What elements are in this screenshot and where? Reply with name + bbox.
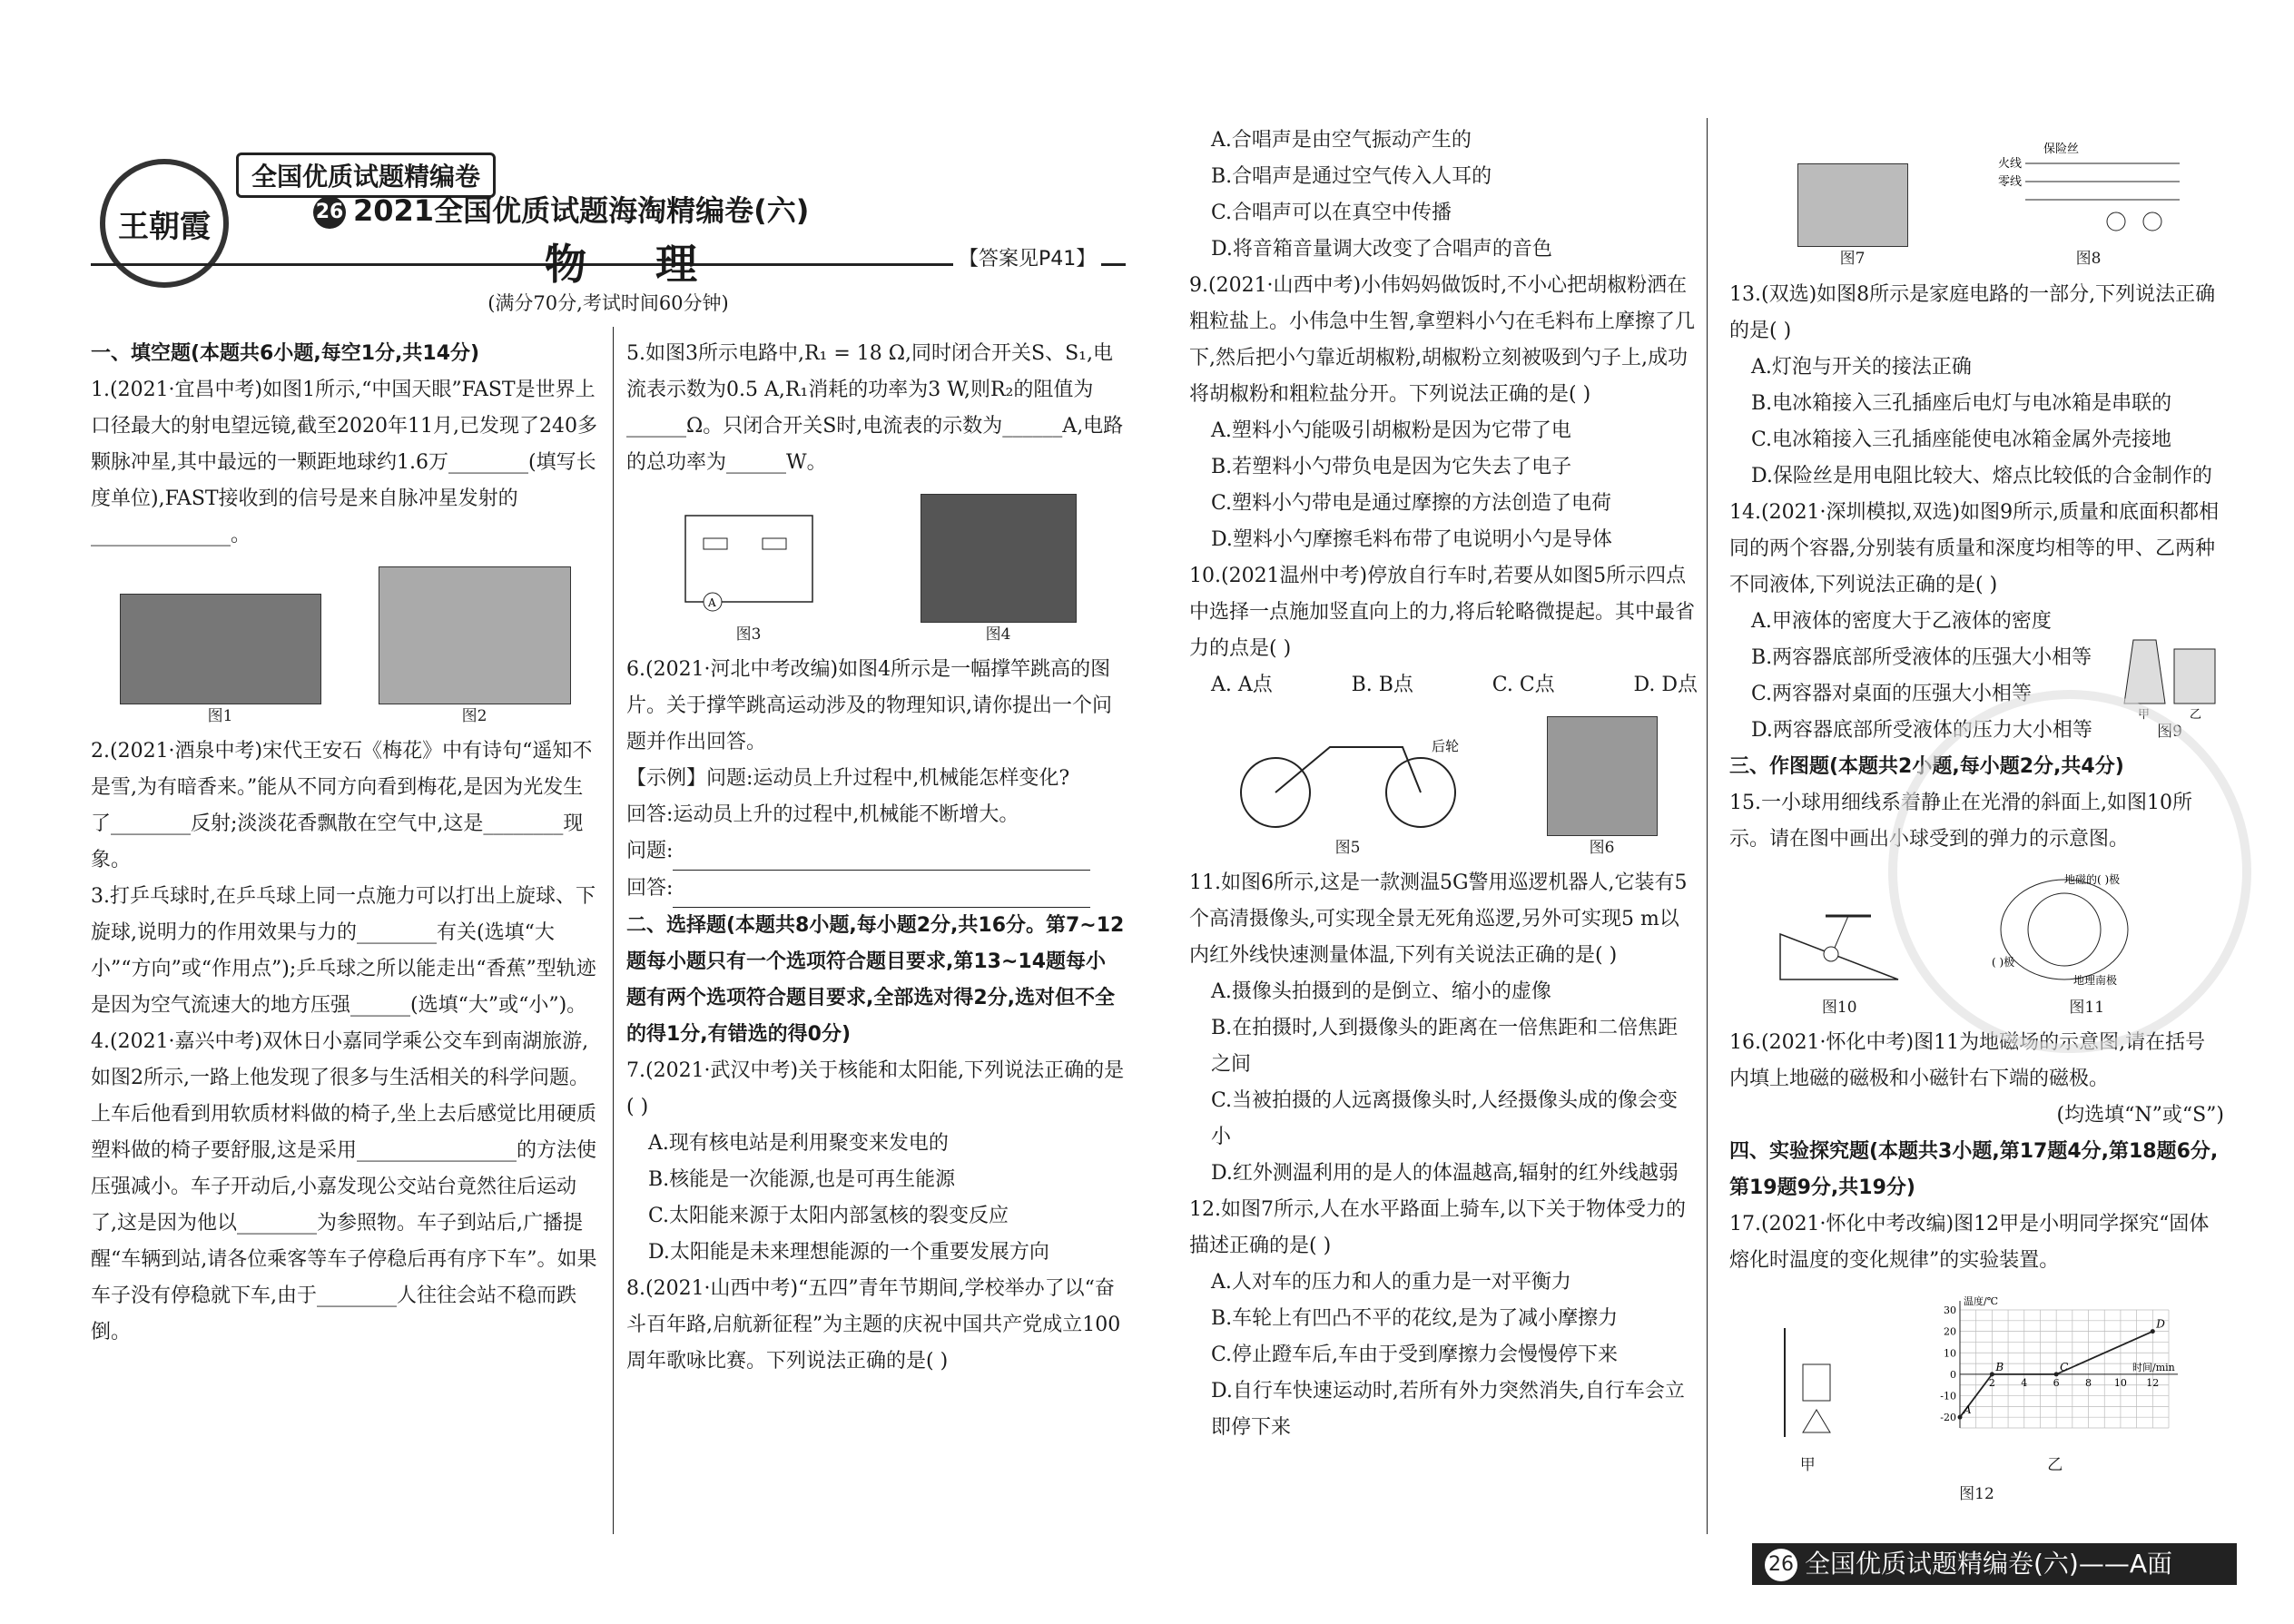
option: C.当被拍摄的人远离摄像头时,人经摄像头成的像会变小 — [1211, 1089, 1679, 1148]
figure-2 — [379, 566, 571, 728]
page-footer — [1752, 1543, 2237, 1585]
figure-12 — [1729, 1292, 2224, 1477]
figure-6 — [1547, 716, 1658, 860]
x-tick-label: 12 — [2146, 1376, 2160, 1389]
option: A.现有核电站是利用聚变来发电的 — [648, 1132, 949, 1155]
option: A.人对车的压力和人的重力是一对平衡力 — [1211, 1271, 1571, 1294]
figure-12-apparatus — [1767, 1319, 1848, 1477]
question-4: 4.(2021·嘉兴中考)双休日小嘉同学乘公交车到南湖旅游,如图2所示,一路上他发现了很多与生活相关的科学问题。上车后他看到用软质材料做的椅子,坐上去后感觉比用硬质塑料做的椅子要舒服,这是采用________________的方法使压强减小。车子开动后,小嘉发现公交站台竟然往后运动了,这是因为他以________为参照物。车子到站后,广播提醒“车辆到站,请各位乘客等车子停稳后再有序下车”。如果车子没有停稳就下车,由于________人往往会站不稳而跌倒。 — [91, 1030, 597, 1343]
column-1 — [91, 336, 599, 1351]
figure-4-caption: 图4 — [985, 625, 1011, 644]
x-tick-label: 8 — [2084, 1376, 2092, 1389]
x-tick-label: 10 — [2113, 1376, 2127, 1389]
rear-wheel-label: 后轮 — [1431, 738, 1459, 754]
series-ribbon: 全国优质试题精编卷 — [236, 153, 496, 198]
question-6-blank-a — [626, 871, 1126, 908]
logo-text: 王朝霞 — [118, 208, 211, 245]
option: D.红外测温利用的是人的体温越高,辐射的红外线越弱 — [1211, 1162, 1679, 1185]
question-16-note: (均选填“N”或“S”) — [2056, 1104, 2224, 1127]
question-6-blank-q — [626, 833, 1126, 871]
figure-10-caption: 图10 — [1821, 999, 1857, 1017]
option: D.塑料小勺摩擦毛料布带了电说明小勺是导体 — [1211, 528, 1612, 551]
fuse-label: 保险丝 — [2043, 143, 2079, 156]
option: B.核能是一次能源,也是可再生能源 — [648, 1168, 956, 1191]
container-label-b: 乙 — [2190, 708, 2202, 722]
paper-title-text: 2021全国优质试题海淘精编卷(六) — [353, 193, 810, 228]
answer-ref: 【答案见P41】 — [953, 243, 1101, 271]
geomagnetic-pole-label: 地磁的( )极 — [2063, 873, 2120, 886]
figure-row-3-4 — [626, 494, 1126, 646]
point-label: A — [1963, 1403, 1972, 1417]
question-9: 9.(2021·山西中考)小伟妈妈做饭时,不小心把胡椒粉洒在粗粒盐上。小伟急中生智,拿塑料小勺在毛料布上摩擦了几下,然后把小勺靠近胡椒粉,胡椒粉立刻被吸到勺子上,成功将胡椒粉和粗粒盐分开。下列说法正确的是( ) — [1189, 274, 1695, 406]
option: D.两容器底部所受液体的压力大小相等 — [1751, 719, 2092, 742]
question-8: 8.(2021·山西中考)“五四”青年节期间,学校举办了以“奋斗百年路,启航新征程”为主题的庆祝中国共产党成立100周年歌咏比赛。下列说法正确的是( ) — [626, 1277, 1121, 1373]
column-3 — [1189, 123, 1698, 1446]
section-2-heading: 二、选择题(本题共8小题,每小题2分,共16分。第7~12题每小题只有一个选项符合题目要求,第13~14题每小题有两个选项符合题目要求,全部选对得2分,选对但不全的得1分,有错选的得0分) — [626, 914, 1125, 1046]
figure-11-caption: 图11 — [2069, 999, 2105, 1017]
question-6-example-answer: 回答:运动员上升的过程中,机械能不断增大。 — [626, 803, 1019, 826]
question-16: 16.(2021·怀化中考)图11为地磁场的示意图,请在括号内填上地磁的磁极和小磁针右下端的磁极。 — [1729, 1031, 2206, 1090]
option: B.电冰箱接入三孔插座后电灯与电冰箱是串联的 — [1751, 392, 2172, 415]
apparatus-label: 甲 — [1799, 1456, 1816, 1474]
pole-vault-photo — [921, 494, 1077, 623]
section-4-heading: 四、实验探究题(本题共3小题,第17题4分,第18题6分,第19题9分,共19分) — [1729, 1140, 2219, 1199]
option: A.摄像头拍摄到的是倒立、缩小的虚像 — [1211, 980, 1551, 1003]
option: C.太阳能来源于太阳内部氢核的裂变反应 — [648, 1205, 1009, 1227]
brand-logo — [100, 159, 229, 288]
blank-label: 问题: — [626, 840, 674, 862]
household-circuit-diagram — [1998, 140, 2180, 240]
chart-label: 乙 — [2047, 1456, 2063, 1474]
question-13: 13.(双选)如图8所示是家庭电路的一部分,下列说法正确的是( ) — [1729, 283, 2216, 342]
figure-12-chart — [1924, 1292, 2187, 1477]
question-2: 2.(2021·酒泉中考)宋代王安石《梅花》中有诗句“遥知不是雪,为有暗香来。”能从不同方向看到梅花,是因为光发生了________反射;淡淡花香飘散在空气中,这是________现象。 — [91, 740, 593, 871]
option: D.自行车快速运动时,若所有外力突然消失,自行车会立即停下来 — [1211, 1380, 1685, 1439]
data-point — [1957, 1415, 1962, 1420]
option: C.塑料小勺带电是通过摩擦的方法创造了电荷 — [1211, 492, 1612, 515]
option: C.两容器对桌面的压强大小相等 — [1751, 683, 2033, 705]
question-5: 5.如图3所示电路中,R₁ = 18 Ω,同时闭合开关S、S₁,电流表示数为0.5 A,R₁消耗的功率为3 W,则R₂的阻值为______Ω。只闭合开关S时,电流表的示数为______A,电路的总功率为______W。 — [626, 342, 1124, 474]
x-tick-label: 6 — [2053, 1376, 2060, 1389]
section-1-heading: 一、填空题(本题共6小题,每空1分,共14分) — [91, 342, 480, 365]
answer-line[interactable] — [673, 833, 1090, 871]
figure-4 — [921, 494, 1077, 646]
patrol-robot-photo — [1547, 716, 1658, 836]
geographic-south-label: 地理南极 — [2072, 974, 2117, 987]
y-tick-label: 30 — [1943, 1304, 1956, 1316]
option: C.电冰箱接入三孔插座能使电冰箱金属外壳接地 — [1751, 428, 2172, 451]
data-point — [1990, 1372, 1994, 1376]
column-divider — [1707, 118, 1708, 1534]
y-tick-label: -20 — [1940, 1412, 1956, 1424]
point-label: C — [2059, 1360, 2069, 1373]
bicycle-diagram — [1230, 720, 1466, 829]
question-6: 6.(2021·河北中考改编)如图4所示是一幅撑竿跳高的图片。关于撑竿跳高运动涉及的物理知识,请你提出一个问题并作出回答。 — [626, 658, 1112, 753]
subject-title: 物 理 — [545, 240, 725, 289]
option: A.灯泡与开关的接法正确 — [1751, 356, 1972, 379]
option: D.将音箱音量调大改变了合唱声的音色 — [1211, 238, 1552, 261]
question-7: 7.(2021·武汉中考)关于核能和太阳能,下列说法正确的是( ) — [626, 1059, 1125, 1118]
x-axis-label: 时间/min — [2132, 1361, 2175, 1373]
option: A.甲液体的密度大于乙液体的密度 — [1751, 610, 2052, 633]
live-wire-label: 火线 — [1997, 157, 2022, 171]
question-14: 14.(2021·深圳模拟,双选)如图9所示,质量和底面积都相同的两个容器,分别装有质量和深度均相等的甲、乙两种不同液体,下列说法正确的是( ) — [1729, 501, 2220, 596]
question-12: 12.如图7所示,人在水平路面上骑车,以下关于物体受力的描述正确的是( ) — [1189, 1198, 1686, 1257]
option: D.太阳能是未来理想能源的一个重要发展方向 — [648, 1241, 1049, 1264]
y-tick-label: 10 — [1943, 1347, 1956, 1360]
fast-telescope-photo — [120, 594, 321, 704]
option: B. B点 — [1351, 674, 1413, 696]
figure-3 — [676, 497, 822, 646]
point-label: D — [2156, 1317, 2165, 1331]
section-3-heading: 三、作图题(本题共2小题,每小题2分,共4分) — [1729, 755, 2124, 778]
figure-7 — [1797, 163, 1908, 271]
question-6-example: 【示例】问题:运动员上升过程中,机械能怎样变化? — [626, 767, 1070, 790]
question-1: 1.(2021·宜昌中考)如图1所示,“中国天眼”FAST是世界上口径最大的射电望远镜,截至2020年11月,已发现了240多颗脉冲星,其中最远的一颗距地球约1.6万________(填写长度单位),FAST接收到的信号是来自脉冲星发射的______________。 — [91, 379, 597, 546]
neutral-wire-label: 零线 — [1997, 175, 2022, 189]
figure-6-caption: 图6 — [1589, 839, 1615, 857]
option: B.在拍摄时,人到摄像头的距离在一倍焦距和二倍焦距之间 — [1211, 1017, 1679, 1076]
option: B.两容器底部所受液体的压强大小相等 — [1751, 646, 2092, 669]
cyclist-illustration — [1797, 163, 1908, 247]
paper-title — [313, 188, 809, 230]
figure-row-7-8 — [1752, 140, 2224, 271]
option: A.塑料小勺能吸引胡椒粉是因为它带了电 — [1211, 419, 1571, 442]
figure-1-caption: 图1 — [207, 707, 233, 725]
x-tick-label: 4 — [2021, 1376, 2028, 1389]
y-axis-label: 温度/℃ — [1963, 1295, 1998, 1307]
question-11: 11.如图6所示,这是一款测温5G警用巡逻机器人,它装有5个高清摄像头,可实现全景无死角巡逻,另外可实现5 m以内红外线快速测量体温,下列有关说法正确的是( ) — [1189, 871, 1688, 967]
column-divider — [613, 327, 614, 1534]
y-tick-label: 0 — [1949, 1368, 1956, 1381]
container-label-a: 甲 — [2138, 708, 2151, 722]
option: C. C点 — [1492, 674, 1555, 696]
footer-badge: 26 — [1765, 1549, 1797, 1581]
option: B.车轮上有凹凸不平的花纹,是为了减小摩擦力 — [1211, 1307, 1619, 1330]
score-info: (满分70分,考试时间60分钟) — [487, 292, 729, 314]
option: B.合唱声是通过空气传入人耳的 — [1211, 165, 1492, 188]
incline-ball-diagram — [1771, 907, 1907, 989]
figure-1 — [120, 594, 321, 728]
option: C.停止蹬车后,车由于受到摩擦力会慢慢停下来 — [1211, 1343, 1619, 1366]
needle-pole-label: ( )极 — [1991, 956, 2014, 969]
question-15: 15.一小球用细线系着静止在光滑的斜面上,如图10所示。请在图中画出小球受到的弹力的示意图。 — [1729, 792, 2192, 851]
heating-apparatus-diagram — [1767, 1319, 1848, 1446]
figure-3-caption: 图3 — [735, 625, 762, 644]
question-3: 3.打乒乓球时,在乒乓球上同一点施力可以打出上旋球、下旋球,说明力的作用效果与力的________有关(选填“大小”“方向”或“作用点”);乒乓球之所以能走出“香蕉”型轨迹是因为空气流速大的地方压强______(选填“大”或“小”)。 — [91, 885, 596, 1017]
figure-9-caption: 图9 — [2157, 723, 2182, 741]
bus-seats-photo — [379, 566, 571, 704]
option: A. A点 — [1211, 674, 1273, 696]
option: B.若塑料小勺带负电是因为它失去了电子 — [1211, 456, 1572, 478]
figure-8-caption: 图8 — [2075, 250, 2102, 268]
option: C.合唱声可以在真空中传播 — [1211, 202, 1452, 224]
figure-5-caption: 图5 — [1334, 839, 1361, 857]
point-label: B — [1995, 1360, 2004, 1373]
figure-12-caption: 图12 — [1959, 1485, 1994, 1503]
figure-5 — [1230, 720, 1466, 860]
answer-line[interactable] — [673, 871, 1090, 908]
option: A.合唱声是由空气振动产生的 — [1211, 129, 1472, 152]
paper-number-badge: 26 — [313, 196, 346, 229]
figure-8 — [1998, 140, 2180, 271]
figure-row-5-6 — [1189, 716, 1698, 860]
y-tick-label: 20 — [1943, 1325, 1956, 1338]
footer-text: 全国优质试题精编卷(六)——A面 — [1805, 1549, 2173, 1579]
y-tick-label: -10 — [1940, 1390, 1956, 1403]
figure-7-caption: 图7 — [1839, 250, 1866, 268]
watermark-seal — [1888, 690, 2251, 1053]
x-tick-label: 2 — [1988, 1376, 1995, 1389]
question-10: 10.(2021温州中考)停放自行车时,若要从如图5所示四点中选择一点施加竖直向上的力,将后轮略微提起。其中最省力的点是( ) — [1189, 565, 1695, 660]
question-10-options — [1189, 667, 1698, 704]
column-2 — [626, 336, 1126, 1380]
figure-10 — [1771, 907, 1907, 1019]
temperature-time-chart — [1924, 1292, 2187, 1446]
option: D. D点 — [1633, 674, 1698, 696]
figure-2-caption: 图2 — [461, 707, 487, 725]
circuit-diagram — [676, 497, 822, 615]
data-point — [2151, 1329, 2155, 1334]
blank-label: 回答: — [626, 877, 674, 900]
figure-row-1-2 — [91, 566, 599, 728]
svg-text:A: A — [707, 596, 716, 609]
question-17: 17.(2021·怀化中考改编)图12甲是小明同学探究“固体熔化时温度的变化规律”的实验装置。 — [1729, 1213, 2210, 1272]
option: D.保险丝是用电阻比较大、熔点比较低的合金制作的 — [1751, 465, 2212, 487]
data-point — [2053, 1372, 2058, 1376]
